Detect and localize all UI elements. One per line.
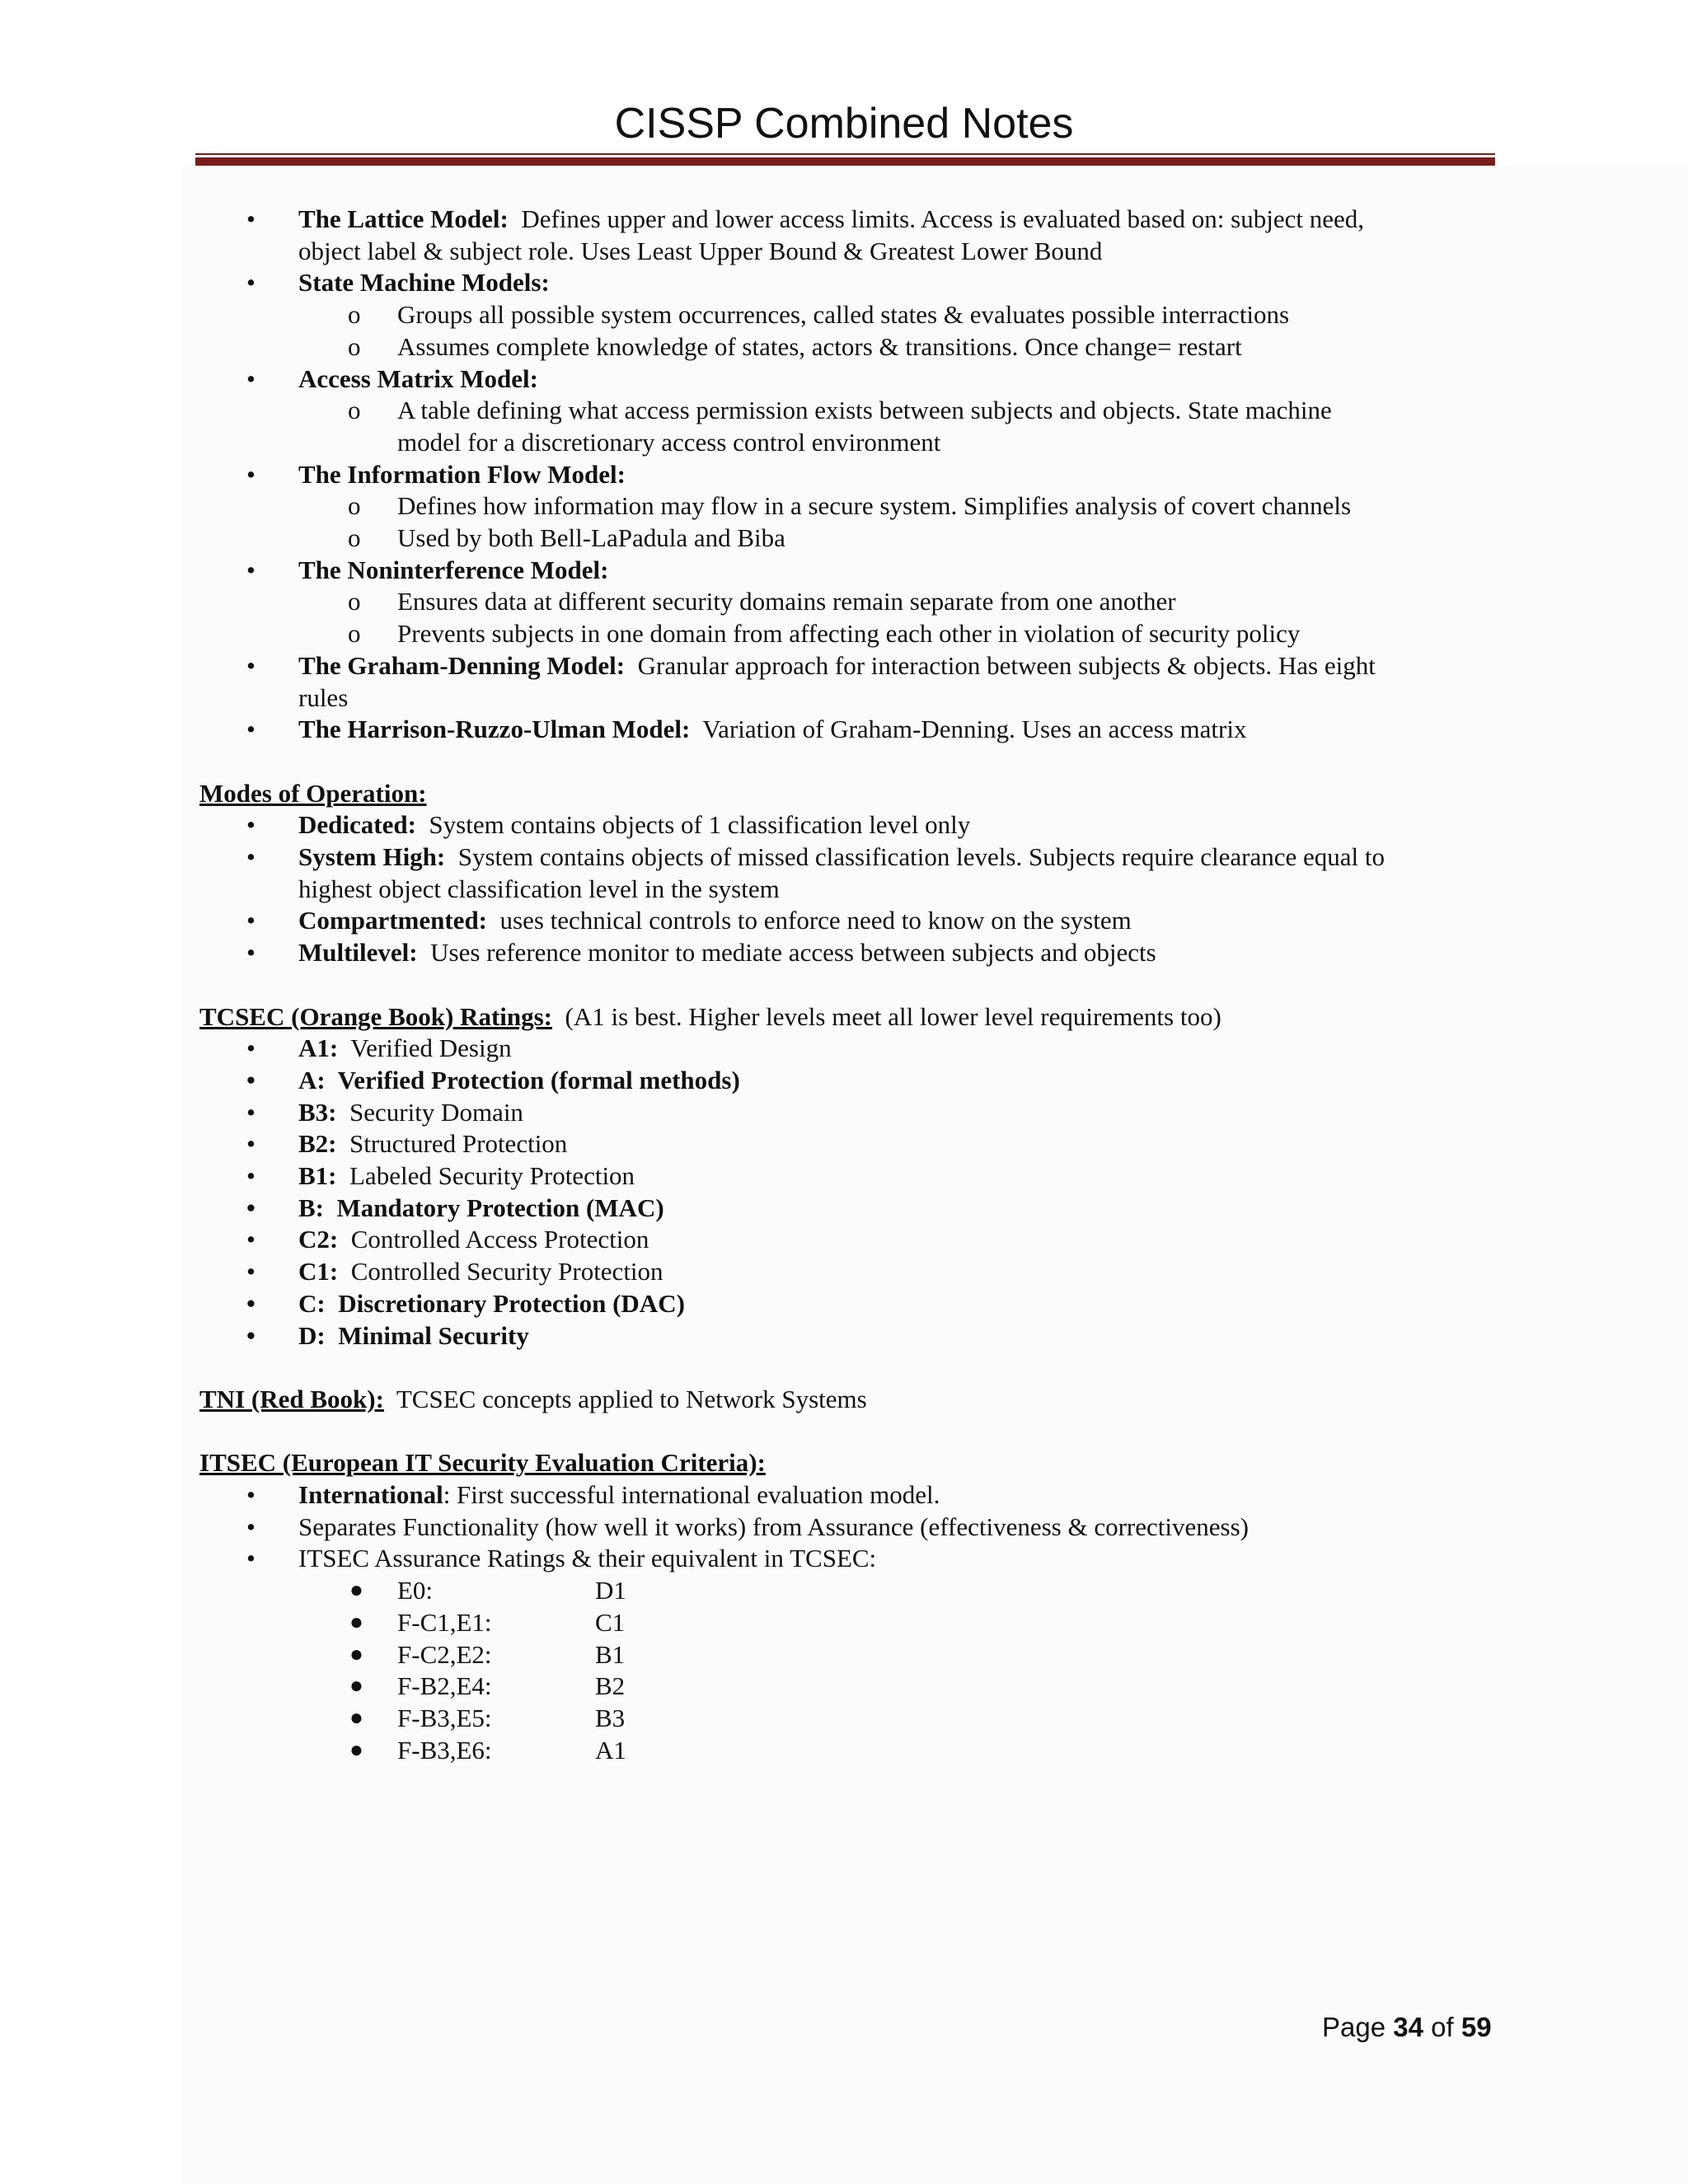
list-item-lattice-model [199,204,1510,236]
current-page-number: 34 [1393,2012,1423,2042]
bullet-icon: • [246,906,256,935]
sub-list-item: o Assumes complete knowledge of states, actors & transitions. Once change= restart [199,331,1510,363]
itsec-equivalent-item: ● F-B3,E6: A1 [199,1735,1510,1767]
itsec-equivalent-item: ● F-B2,E4: B2 [199,1671,1510,1703]
sub-list-item: o Groups all possible system occurrences, called states & evaluates possible interractions [199,299,1510,331]
bullet-icon: • [246,1161,256,1191]
bullet-icon: • [246,1065,256,1094]
spacer [199,1416,1510,1448]
itsec-equivalent-item: ● F-B3,E5: B3 [199,1703,1510,1735]
list-item-continuation: highest object classification level in the system [298,874,780,903]
sub-list-item-continuation: model for a discretionary access control environment [397,427,941,457]
term-information-flow: The Information Flow Model: [298,459,626,489]
bullet-icon: • [246,938,256,968]
list-item-dedicated: • Dedicated: System contains objects of 1 classification level only [199,809,1510,841]
circle-bullet-icon: o [348,523,361,553]
itsec-equivalent-item: ● F-C2,E2: B1 [199,1639,1510,1671]
term-noninterference: The Noninterference Model: [298,555,609,584]
spacer [199,969,1510,1001]
sub-list-item: o A table defining what access permission exists between subjects and objects. State machine [199,395,1510,427]
bullet-icon: • [246,204,256,233]
sub-list-item: o Prevents subjects in one domain from affecting each other in violation of security policy [199,618,1510,650]
tcsec-rating-item: • B2: Structured Protection [199,1128,1510,1160]
circle-bullet-icon: o [348,619,361,649]
filled-bullet-icon: ● [349,1673,363,1699]
itsec-equivalent-item: ● F-C1,E1: C1 [199,1607,1510,1639]
filled-bullet-icon: ● [349,1736,363,1763]
list-item-separates: • Separates Functionality (how well it works) from Assurance (effectiveness & correctiveness) [199,1511,1510,1544]
bullet-icon: • [246,650,256,680]
bullet-icon: • [246,1225,256,1254]
bullet-icon: • [246,1193,256,1222]
tcsec-rating-item: • A: Verified Protection (formal methods) [199,1065,1510,1097]
list-item-access-matrix [199,363,1510,396]
bullet-icon: • [246,1480,256,1510]
circle-bullet-icon: o [348,396,361,425]
tcsec-rating-item: • B: Mandatory Protection (MAC) [199,1193,1510,1225]
term-access-matrix: Access Matrix Model: [298,363,538,393]
term-graham-denning: The Graham-Denning Model: [298,650,626,680]
bullet-icon: • [246,1320,256,1350]
tcsec-rating-item: • B1: Labeled Security Protection [199,1160,1510,1193]
sub-list-item: o Defines how information may flow in a secure system. Simplifies analysis of covert channels [199,490,1510,523]
bullet-icon: • [246,268,256,298]
list-item-graham-denning: • The Graham-Denning Model: Granular approach for interaction between subjects & objects. Has eight [199,650,1510,682]
document-title: CISSP Combined Notes [614,100,1074,148]
bullet-icon: • [246,715,256,744]
list-item-multilevel: • Multilevel: Uses reference monitor to mediate access between subjects and objects [199,937,1510,969]
list-item-compartmented: • Compartmented: uses technical controls to enforce need to know on the system [199,905,1510,937]
bullet-icon: • [246,1033,256,1063]
term-harrison-ruzzo-ulman: The Harrison-Ruzzo-Ulman Model: [298,715,691,744]
sub-list-item: o Ensures data at different security domains remain separate from one another [199,586,1510,618]
total-pages-number: 59 [1461,2012,1492,2042]
term-state-machine: State Machine Models: [298,268,550,298]
tcsec-rating-item: • D: Minimal Security [199,1320,1510,1352]
tcsec-rating-item: • A1: Verified Design [199,1033,1510,1065]
list-item-continuation: object label & subject role. Uses Least Upper Bound & Greatest Lower Bound [298,236,1103,265]
list-item-state-machine [199,267,1510,299]
circle-bullet-icon: o [348,331,361,361]
tcsec-rating-item: • B3: Security Domain [199,1097,1510,1129]
spacer [199,746,1510,778]
header-rule-thin [195,153,1495,155]
bullet-icon: • [246,1129,256,1159]
bullet-icon: • [246,842,256,872]
circle-bullet-icon: o [348,491,361,521]
circle-bullet-icon: o [348,300,361,330]
circle-bullet-icon: o [348,587,361,616]
bullet-icon: • [246,1511,256,1541]
list-item-continuation: rules [298,682,349,712]
filled-bullet-icon: ● [349,1704,363,1731]
spacer [199,1352,1510,1384]
list-item-harrison-ruzzo-ulman: • The Harrison-Ruzzo-Ulman Model: Variation of Graham-Denning. Uses an access matrix [199,714,1510,746]
list-item-system-high: • System High: System contains objects of missed classification levels. Subjects require clearance equal to [199,841,1510,874]
sub-list-item: o Used by both Bell-LaPadula and Biba [199,523,1510,555]
page-number: Page 34 of 59 [1322,2012,1492,2042]
list-item-information-flow [199,459,1510,491]
tcsec-rating-item: • C2: Controlled Access Protection [199,1224,1510,1256]
filled-bullet-icon: ● [349,1609,363,1635]
bullet-icon: • [246,555,256,584]
section-heading-modes: Modes of Operation: [199,778,427,808]
filled-bullet-icon: ● [349,1577,363,1604]
section-heading-itsec: ITSEC (European IT Security Evaluation Criteria): [199,1448,766,1478]
bullet-icon: • [246,459,256,489]
list-item-international: • International: First successful international evaluation model. [199,1479,1510,1511]
bullet-icon: • [246,1288,256,1318]
term-lattice-model: The Lattice Model: [298,204,509,233]
filled-bullet-icon: ● [349,1641,363,1667]
itsec-equivalent-item: ● E0: D1 [199,1575,1510,1607]
list-item-assurance-ratings: • ITSEC Assurance Ratings & their equivalent in TCSEC: [199,1543,1510,1575]
section-heading-tni: TNI (Red Book): TCSEC concepts applied to Network Systems [199,1384,867,1413]
bullet-icon: • [246,810,256,840]
list-item-noninterference [199,555,1510,587]
header-rule-thick [195,157,1495,166]
bullet-icon: • [246,1257,256,1286]
lattice-model-text: Defines upper and lower access limits. Access is evaluated based on: subject need, [521,204,1364,233]
tcsec-rating-item: • C: Discretionary Protection (DAC) [199,1288,1510,1320]
bullet-icon: • [246,1544,256,1573]
page-content [199,204,1510,1766]
bullet-icon: • [246,363,256,393]
bullet-icon: • [246,1097,256,1127]
section-heading-tcsec: TCSEC (Orange Book) Ratings: (A1 is best. Higher levels meet all lower level requirements too) [199,1001,1221,1031]
tcsec-rating-item: • C1: Controlled Security Protection [199,1256,1510,1288]
